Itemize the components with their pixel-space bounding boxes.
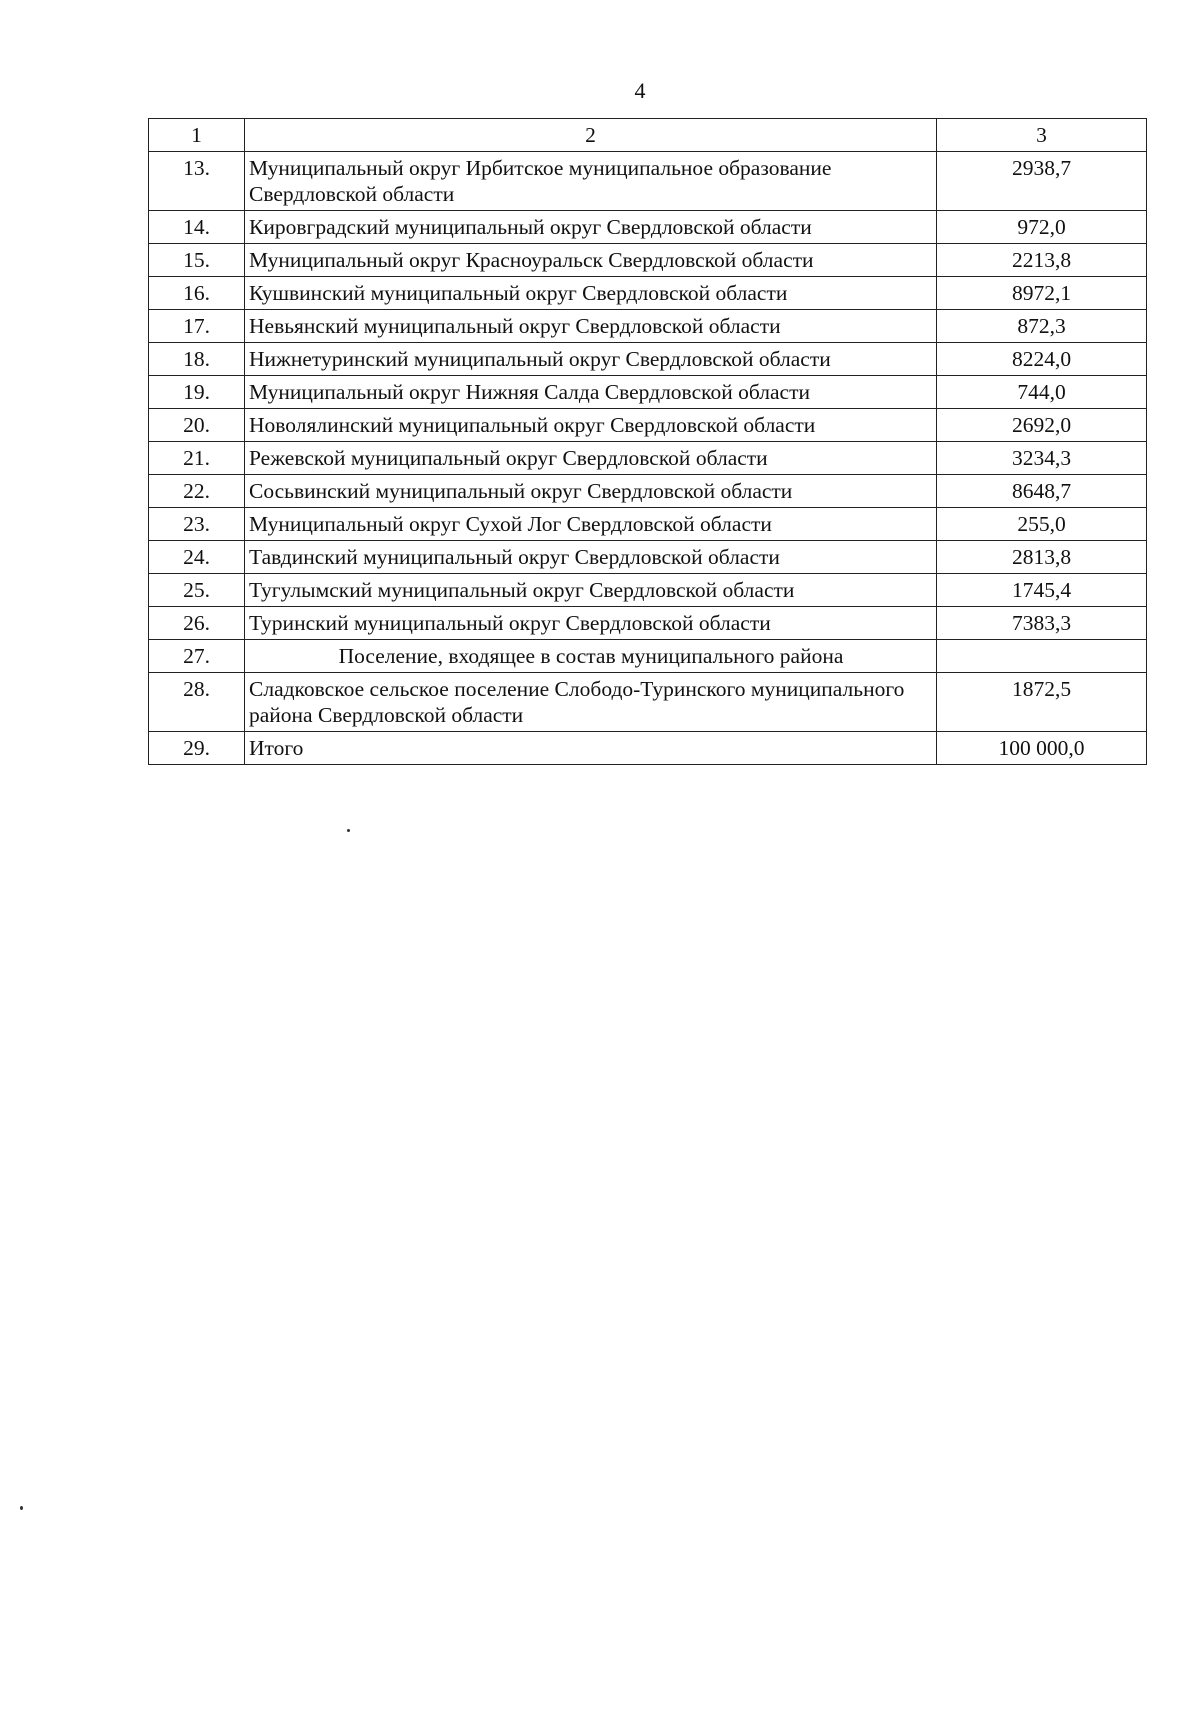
table-row: [149, 541, 1147, 574]
row-value-cell: 972,0: [937, 211, 1147, 244]
table-row: [149, 376, 1147, 409]
table-row: [149, 277, 1147, 310]
row-name-cell: Муниципальный округ Красноуральск Свердловской области: [245, 244, 937, 277]
row-name-cell: Муниципальный округ Ирбитское муниципальное образование Свердловской области: [245, 152, 937, 211]
row-number-cell: 15.: [149, 244, 245, 277]
row-number-cell: 18.: [149, 343, 245, 376]
row-value-cell: 872,3: [937, 310, 1147, 343]
row-value-cell: 8972,1: [937, 277, 1147, 310]
header-cell-number: 1: [149, 119, 245, 152]
row-number-cell: 16.: [149, 277, 245, 310]
table-row: [149, 640, 1147, 673]
table-row: [149, 607, 1147, 640]
table-body: [149, 119, 1147, 765]
row-name-cell: Итого: [245, 732, 937, 765]
header-cell-name: 2: [245, 119, 937, 152]
table-row: [149, 574, 1147, 607]
row-name-cell: Новолялинский муниципальный округ Свердловской области: [245, 409, 937, 442]
row-name-cell: Невьянский муниципальный округ Свердловской области: [245, 310, 937, 343]
row-number-cell: 14.: [149, 211, 245, 244]
table-row: [149, 442, 1147, 475]
row-value-cell: 2213,8: [937, 244, 1147, 277]
table-row: [149, 475, 1147, 508]
table-row: [149, 732, 1147, 765]
row-number-cell: 26.: [149, 607, 245, 640]
row-number-cell: 27.: [149, 640, 245, 673]
row-value-cell: 2692,0: [937, 409, 1147, 442]
header-cell-value: 3: [937, 119, 1147, 152]
row-name-cell: Нижнетуринский муниципальный округ Свердловской области: [245, 343, 937, 376]
row-name-cell: Сладковское сельское поселение Слободо-Туринского муниципального района Свердловской области: [245, 673, 937, 732]
table-row: [149, 409, 1147, 442]
row-number-cell: 17.: [149, 310, 245, 343]
row-number-cell: 19.: [149, 376, 245, 409]
row-name-cell: Муниципальный округ Нижняя Салда Свердловской области: [245, 376, 937, 409]
row-number-cell: 20.: [149, 409, 245, 442]
scan-speck: [347, 829, 350, 832]
row-name-cell: Сосьвинский муниципальный округ Свердловской области: [245, 475, 937, 508]
row-value-cell: 1745,4: [937, 574, 1147, 607]
row-value-cell: 2938,7: [937, 152, 1147, 211]
row-number-cell: 29.: [149, 732, 245, 765]
row-number-cell: 13.: [149, 152, 245, 211]
row-value-cell: 744,0: [937, 376, 1147, 409]
allocation-table: [148, 118, 1147, 765]
table-row: [149, 211, 1147, 244]
row-number-cell: 23.: [149, 508, 245, 541]
row-value-cell: 7383,3: [937, 607, 1147, 640]
table-row: [149, 508, 1147, 541]
row-value-cell: 2813,8: [937, 541, 1147, 574]
row-number-cell: 28.: [149, 673, 245, 732]
row-name-cell: Муниципальный округ Сухой Лог Свердловской области: [245, 508, 937, 541]
row-value-cell: 100 000,0: [937, 732, 1147, 765]
page-number: 4: [634, 78, 646, 103]
row-name-cell: Тавдинский муниципальный округ Свердловской области: [245, 541, 937, 574]
row-name-cell: Тугулымский муниципальный округ Свердловской области: [245, 574, 937, 607]
row-number-cell: 24.: [149, 541, 245, 574]
row-value-cell: 3234,3: [937, 442, 1147, 475]
table-header-row: [149, 119, 1147, 152]
row-name-cell: Режевской муниципальный округ Свердловской области: [245, 442, 937, 475]
scan-speck: [20, 1506, 23, 1510]
table-row: [149, 244, 1147, 277]
row-value-cell: 1872,5: [937, 673, 1147, 732]
row-name-cell: Туринский муниципальный округ Свердловской области: [245, 607, 937, 640]
row-value-cell: 255,0: [937, 508, 1147, 541]
row-name-cell: Поселение, входящее в состав муниципального района: [245, 640, 937, 673]
row-value-cell: 8224,0: [937, 343, 1147, 376]
row-name-cell: Кировградский муниципальный округ Свердловской области: [245, 211, 937, 244]
table-row: [149, 152, 1147, 211]
row-value-cell: [937, 640, 1147, 673]
row-name-cell: Кушвинский муниципальный округ Свердловской области: [245, 277, 937, 310]
row-number-cell: 25.: [149, 574, 245, 607]
table-row: [149, 673, 1147, 732]
row-number-cell: 21.: [149, 442, 245, 475]
table-row: [149, 310, 1147, 343]
row-value-cell: 8648,7: [937, 475, 1147, 508]
table-row: [149, 343, 1147, 376]
row-number-cell: 22.: [149, 475, 245, 508]
